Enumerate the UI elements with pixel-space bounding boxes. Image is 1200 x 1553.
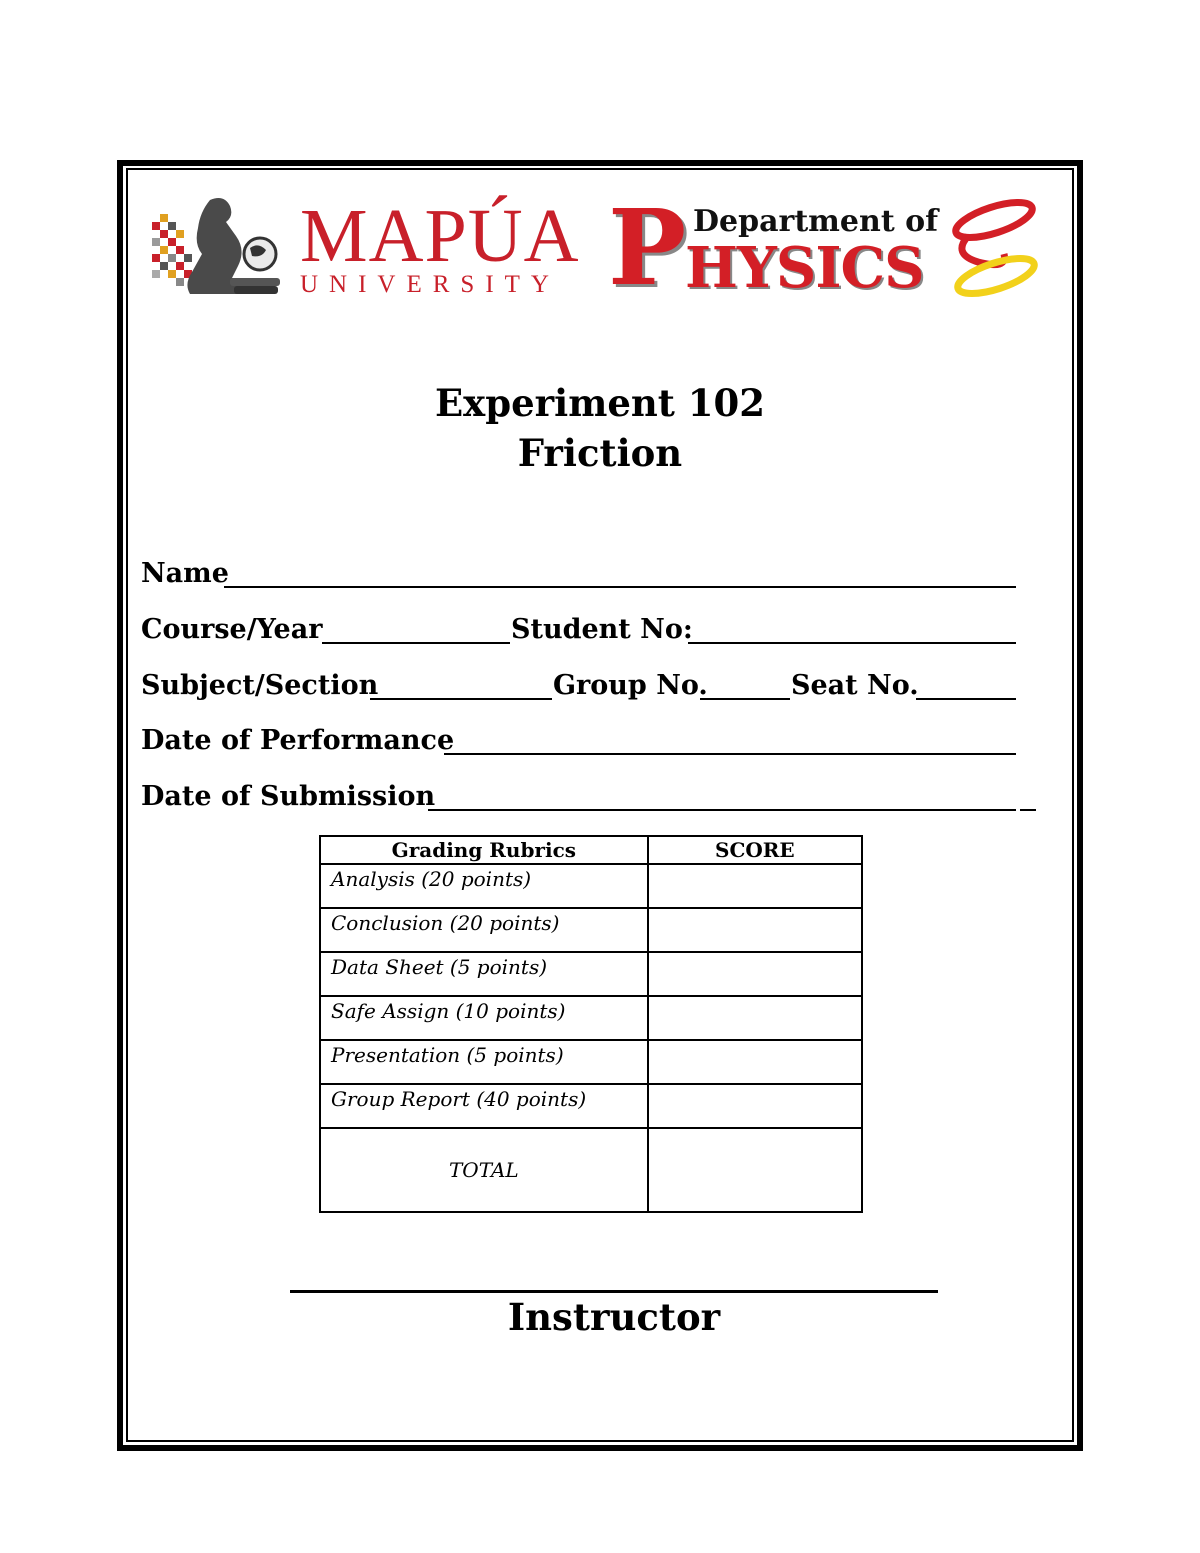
total-label: TOTAL (320, 1128, 648, 1212)
student-no-line[interactable] (688, 642, 1016, 644)
score-cell[interactable] (648, 1040, 862, 1084)
rubric-item: Group Report (40 points) (320, 1084, 648, 1128)
subject-section-label: Subject/Section (141, 670, 379, 701)
student-no-label: Student No: (511, 614, 693, 645)
university-subtitle: UNIVERSITY (300, 271, 560, 298)
total-row (320, 1128, 862, 1212)
rubric-item: Conclusion (20 points) (320, 908, 648, 952)
table-row (320, 996, 862, 1040)
table-row (320, 1084, 862, 1128)
total-score-cell[interactable] (648, 1128, 862, 1212)
table-row (320, 1040, 862, 1084)
course-year-label: Course/Year (141, 614, 323, 645)
name-label: Name (141, 558, 229, 589)
date-submission-line[interactable] (428, 809, 1016, 811)
rubric-item: Analysis (20 points) (320, 864, 648, 908)
instructor-signature-line[interactable] (290, 1290, 938, 1293)
table-row (320, 908, 862, 952)
header-grading-rubrics: Grading Rubrics (320, 836, 648, 864)
course-year-line[interactable] (322, 642, 510, 644)
instructor-label: Instructor (507, 1295, 721, 1339)
physics-word: HYSICS (685, 235, 924, 301)
header-score: SCORE (648, 836, 862, 864)
subject-section-line[interactable] (370, 698, 552, 700)
group-no-line[interactable] (700, 698, 790, 700)
university-name: MAPÚA (300, 194, 580, 278)
physics-swirl-icon (948, 198, 1040, 300)
group-no-label: Group No. (553, 670, 708, 701)
mapua-logo-icon (150, 192, 290, 302)
score-cell[interactable] (648, 908, 862, 952)
department-label: Department of (693, 204, 939, 239)
date-performance-label: Date of Performance (141, 725, 455, 756)
date-submission-line-tail (1020, 809, 1036, 811)
score-cell[interactable] (648, 952, 862, 996)
rubric-item: Presentation (5 points) (320, 1040, 648, 1084)
date-performance-line[interactable] (444, 753, 1016, 755)
table-row (320, 952, 862, 996)
seat-no-line[interactable] (916, 698, 1016, 700)
seat-no-label: Seat No. (791, 670, 919, 701)
date-submission-label: Date of Submission (141, 781, 436, 812)
table-row (320, 864, 862, 908)
rubric-item: Safe Assign (10 points) (320, 996, 648, 1040)
score-cell[interactable] (648, 996, 862, 1040)
table-header-row (320, 836, 862, 864)
grading-rubric-table (319, 835, 863, 1213)
score-cell[interactable] (648, 1084, 862, 1128)
experiment-title: Friction (517, 431, 683, 475)
score-cell[interactable] (648, 864, 862, 908)
name-line[interactable] (224, 586, 1016, 588)
physics-initial: P (608, 186, 687, 309)
rubric-item: Data Sheet (5 points) (320, 952, 648, 996)
experiment-number: Experiment 102 (434, 381, 766, 425)
